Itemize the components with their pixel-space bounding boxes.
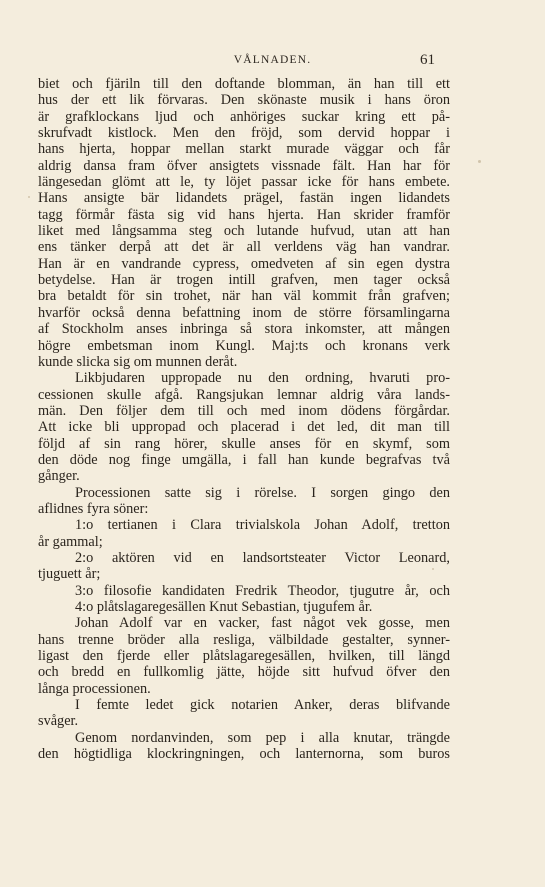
text-line: tjuguett år; — [38, 566, 101, 583]
text-line: gånger. — [38, 468, 80, 485]
text-line: bra betaldt för sin trohet, när han väl kommit från grafven; — [38, 288, 450, 305]
text-line: och bredd en fullkomlig jätte, höjde sitt hufvud öfver den — [38, 664, 450, 681]
text-line: I femte ledet gick notarien Anker, deras blifvande — [75, 697, 450, 714]
text-line: Johan Adolf var en vacker, fast något vek gosse, men — [75, 615, 450, 632]
text-line: hus der ett lik förvaras. Den skönaste musik i hans öron — [38, 92, 450, 109]
text-line: 4:o plåtslagaregesällen Knut Sebastian, tjugufem år. — [75, 599, 373, 615]
text-line: kunde slicka sig om munnen deråt. — [38, 353, 238, 370]
text-line: betydelse. Han är trogen intill grafven, men tager också — [38, 272, 450, 289]
text-line: följd af sin rang hörer, skulle anses för en skymf, som — [38, 435, 450, 452]
text-line: Genom nordanvinden, som pep i alla knutar, trängde — [75, 729, 450, 746]
text-line: skrufvadt kistlock. Men den fröjd, som dervid hoppar i — [38, 125, 450, 142]
page-number: 61 — [420, 52, 435, 68]
text-line: liket med långsamma steg och lutande hufvud, utan att han — [38, 223, 450, 240]
text-line: Att icke bli uppropad och placerad i det led, dit man till — [38, 419, 450, 436]
text-line: ligast den fjerde eller plåtslagaregesällen, hvilken, till längd — [38, 648, 450, 665]
running-head — [0, 52, 545, 72]
text-line: Likbjudaren uppropade nu den ordning, hvaruti pro- — [75, 370, 450, 387]
paper-speck — [28, 196, 30, 198]
text-line: högre embetsman inom Kungl. Maj:ts och kronans verk — [38, 337, 450, 354]
text-line: år gammal; — [38, 533, 103, 550]
text-line: den döde nog finge umgälla, i fall han kunde begrafvas två — [38, 451, 450, 468]
text-line: af Stockholm anses inbringa så stora inkomster, att mången — [38, 321, 450, 338]
text-line: den högtidliga klockringningen, och lanternorna, som buros — [38, 746, 450, 763]
text-line: Han är en vandrande cypress, omedveten af sin egen dystra — [38, 255, 450, 272]
text-line: hans trenne bröder alla resliga, välbildade gestalter, synner- — [38, 631, 450, 648]
text-line: 1:o tertianen i Clara trivialskola Johan Adolf, tretton — [75, 517, 450, 534]
running-head-title: VÅLNADEN. — [233, 54, 312, 66]
paper-speck — [478, 160, 481, 163]
text-line: ens tänker derpå att det är all verldens väg han vandrar. — [38, 239, 450, 256]
text-line: 3:o filosofie kandidaten Fredrik Theodor, tjugutre år, och — [75, 582, 450, 599]
text-line: 2:o aktören vid en landsortsteater Victor Leonard, — [75, 549, 450, 566]
text-line: är grafklockans ljud och anhöriges suckar kring ett på- — [38, 108, 450, 125]
text-line: längesedan glömt att le, ty löjet passar icke för hans embete. — [38, 174, 450, 191]
text-line: hans hjerta, hoppar mellan starkt murade väggar och får — [38, 141, 450, 158]
text-line: Processionen satte sig i rörelse. I sorgen gingo den — [75, 484, 450, 501]
text-line: hvarför också denna befattning inom de större församlingarna — [38, 304, 450, 321]
text-line: män. Den följer dem till och med inom dödens förgårdar. — [38, 402, 450, 419]
text-line: aldrig dansa fram öfver ansigtets vissnade fält. Han har för — [38, 157, 450, 174]
text-line: cessionen skulle afgå. Rangsjukan lemnar aldrig våra lands- — [38, 386, 450, 403]
text-line: aflidnes fyra söner: — [38, 500, 149, 517]
text-line: Hans ansigte bär lidandets prägel, fastän ingen lidandets — [38, 190, 450, 207]
paper-speck — [432, 568, 434, 570]
body-text — [38, 76, 450, 762]
text-line: tagg förmår fästa sig vid hans hjerta. Han skrider framför — [38, 206, 450, 223]
text-line: långa processionen. — [38, 680, 151, 697]
text-line: biet och fjäriln till den doftande blomman, än han till ett — [38, 76, 450, 92]
text-line: svåger. — [38, 713, 79, 730]
